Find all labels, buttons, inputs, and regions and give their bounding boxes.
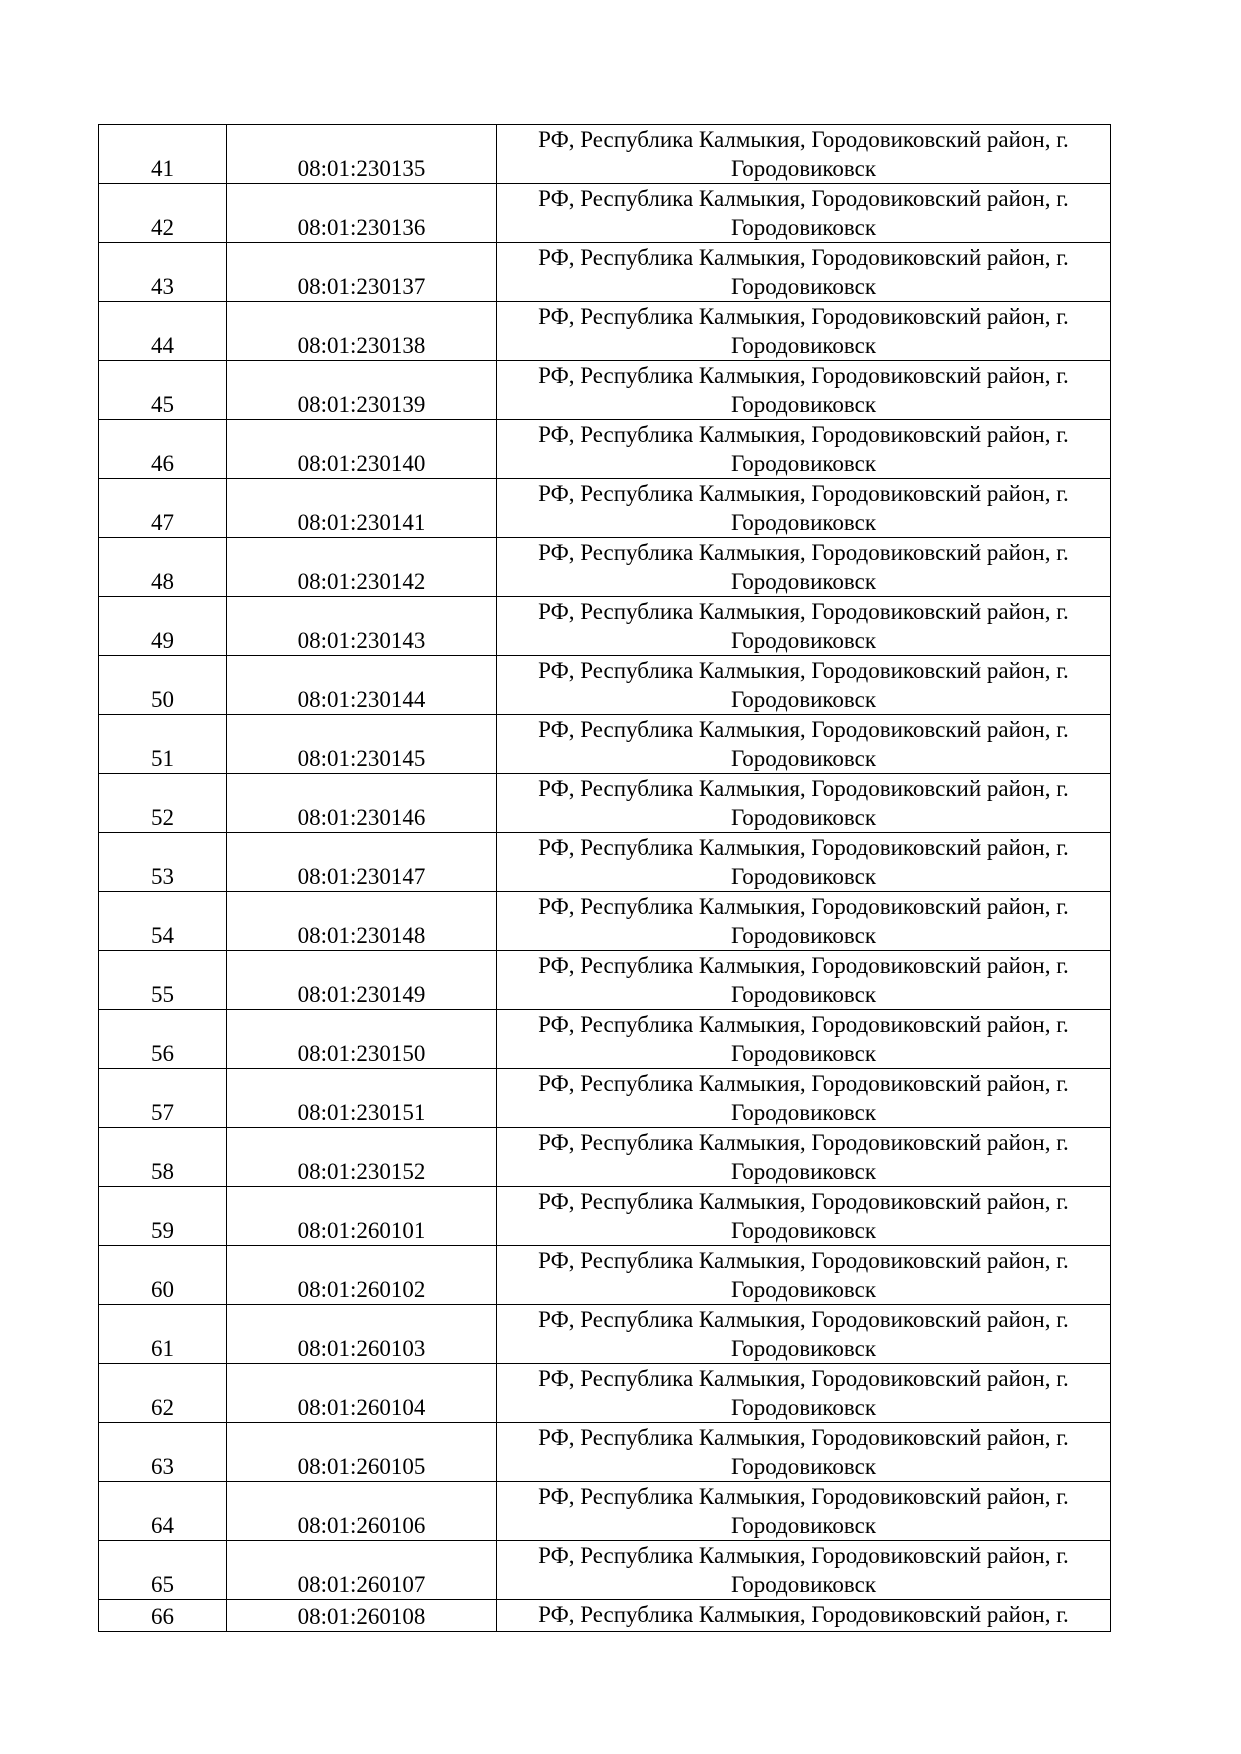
cadastral-number-cell: 08:01:230139 [227,361,497,420]
row-number-cell: 42 [99,184,227,243]
address-cell: РФ, Республика Калмыкия, Городовиковский район, г. Городовиковск [497,302,1111,361]
table-row [99,1541,1111,1600]
row-number-cell: 41 [99,125,227,184]
address-cell: РФ, Республика Калмыкия, Городовиковский район, г. Городовиковск [497,1187,1111,1246]
cadastral-number-cell: 08:01:230147 [227,833,497,892]
address-cell: РФ, Республика Калмыкия, Городовиковский район, г. Городовиковск [497,125,1111,184]
address-cell: РФ, Республика Калмыкия, Городовиковский район, г. Городовиковск [497,1482,1111,1541]
row-number-cell: 60 [99,1246,227,1305]
address-cell: РФ, Республика Калмыкия, Городовиковский район, г. Городовиковск [497,361,1111,420]
table-row [99,361,1111,420]
table-row [99,1246,1111,1305]
row-number-cell: 50 [99,656,227,715]
table-row [99,1010,1111,1069]
cadastral-number-cell: 08:01:230146 [227,774,497,833]
address-cell: РФ, Республика Калмыкия, Городовиковский район, г. Городовиковск [497,892,1111,951]
table-row [99,243,1111,302]
table-row [99,1364,1111,1423]
address-cell: РФ, Республика Калмыкия, Городовиковский район, г. Городовиковск [497,833,1111,892]
address-cell: РФ, Республика Калмыкия, Городовиковский район, г. Городовиковск [497,1246,1111,1305]
table-row [99,1600,1111,1632]
row-number-cell: 49 [99,597,227,656]
table-row [99,1305,1111,1364]
address-cell: РФ, Республика Калмыкия, Городовиковский район, г. Городовиковск [497,951,1111,1010]
address-cell: РФ, Республика Калмыкия, Городовиковский район, г. Городовиковск [497,1128,1111,1187]
row-number-cell: 44 [99,302,227,361]
row-number-cell: 63 [99,1423,227,1482]
address-cell: РФ, Республика Калмыкия, Городовиковский район, г. Городовиковск [497,1541,1111,1600]
table-row [99,597,1111,656]
cadastral-number-cell: 08:01:230152 [227,1128,497,1187]
cadastral-number-cell: 08:01:260104 [227,1364,497,1423]
table-row [99,1069,1111,1128]
row-number-cell: 43 [99,243,227,302]
row-number-cell: 54 [99,892,227,951]
row-number-cell: 56 [99,1010,227,1069]
address-cell: РФ, Республика Калмыкия, Городовиковский район, г. Городовиковск [497,656,1111,715]
cadastral-number-cell: 08:01:260106 [227,1482,497,1541]
row-number-cell: 59 [99,1187,227,1246]
cadastral-number-cell: 08:01:260103 [227,1305,497,1364]
address-cell: РФ, Республика Калмыкия, Городовиковский район, г. Городовиковск [497,774,1111,833]
parcel-table-body [99,125,1111,1632]
table-row [99,1423,1111,1482]
row-number-cell: 62 [99,1364,227,1423]
address-cell: РФ, Республика Калмыкия, Городовиковский район, г. Городовиковск [497,538,1111,597]
row-number-cell: 51 [99,715,227,774]
table-row [99,479,1111,538]
row-number-cell: 65 [99,1541,227,1600]
table-row [99,951,1111,1010]
cadastral-number-cell: 08:01:260105 [227,1423,497,1482]
address-cell: РФ, Республика Калмыкия, Городовиковский район, г. Городовиковск [497,1305,1111,1364]
cadastral-number-cell: 08:01:230145 [227,715,497,774]
table-row [99,656,1111,715]
cadastral-number-cell: 08:01:230138 [227,302,497,361]
row-number-cell: 53 [99,833,227,892]
row-number-cell: 45 [99,361,227,420]
row-number-cell: 52 [99,774,227,833]
address-cell: РФ, Республика Калмыкия, Городовиковский район, г. Городовиковск [497,715,1111,774]
table-row [99,420,1111,479]
address-cell: РФ, Республика Калмыкия, Городовиковский район, г. Городовиковск [497,184,1111,243]
table-row [99,538,1111,597]
cadastral-number-cell: 08:01:230135 [227,125,497,184]
parcel-table [98,124,1111,1632]
cadastral-number-cell: 08:01:230144 [227,656,497,715]
address-cell: РФ, Республика Калмыкия, Городовиковский район, г. Городовиковск [497,1010,1111,1069]
cadastral-number-cell: 08:01:230141 [227,479,497,538]
cadastral-number-cell: 08:01:230140 [227,420,497,479]
row-number-cell: 46 [99,420,227,479]
cadastral-number-cell: 08:01:230137 [227,243,497,302]
table-row [99,184,1111,243]
row-number-cell: 57 [99,1069,227,1128]
row-number-cell: 48 [99,538,227,597]
row-number-cell: 47 [99,479,227,538]
table-row [99,892,1111,951]
table-row [99,715,1111,774]
table-row [99,302,1111,361]
row-number-cell: 58 [99,1128,227,1187]
cadastral-number-cell: 08:01:230136 [227,184,497,243]
table-row [99,1187,1111,1246]
table-row [99,1482,1111,1541]
address-cell: РФ, Республика Калмыкия, Городовиковский район, г. Городовиковск [497,479,1111,538]
address-cell: РФ, Республика Калмыкия, Городовиковский район, г. [497,1600,1111,1632]
cadastral-number-cell: 08:01:260107 [227,1541,497,1600]
address-cell: РФ, Республика Калмыкия, Городовиковский район, г. Городовиковск [497,420,1111,479]
cadastral-number-cell: 08:01:230143 [227,597,497,656]
address-cell: РФ, Республика Калмыкия, Городовиковский район, г. Городовиковск [497,1364,1111,1423]
address-cell: РФ, Республика Калмыкия, Городовиковский район, г. Городовиковск [497,1069,1111,1128]
cadastral-number-cell: 08:01:230149 [227,951,497,1010]
cadastral-number-cell: 08:01:230142 [227,538,497,597]
cadastral-number-cell: 08:01:230150 [227,1010,497,1069]
cadastral-number-cell: 08:01:230148 [227,892,497,951]
address-cell: РФ, Республика Калмыкия, Городовиковский район, г. Городовиковск [497,1423,1111,1482]
address-cell: РФ, Республика Калмыкия, Городовиковский район, г. Городовиковск [497,597,1111,656]
table-row [99,833,1111,892]
row-number-cell: 66 [99,1600,227,1632]
cadastral-number-cell: 08:01:260101 [227,1187,497,1246]
cadastral-number-cell: 08:01:260108 [227,1600,497,1632]
cadastral-number-cell: 08:01:260102 [227,1246,497,1305]
row-number-cell: 64 [99,1482,227,1541]
table-row [99,1128,1111,1187]
table-row [99,125,1111,184]
row-number-cell: 55 [99,951,227,1010]
table-row [99,774,1111,833]
address-cell: РФ, Республика Калмыкия, Городовиковский район, г. Городовиковск [497,243,1111,302]
row-number-cell: 61 [99,1305,227,1364]
cadastral-number-cell: 08:01:230151 [227,1069,497,1128]
